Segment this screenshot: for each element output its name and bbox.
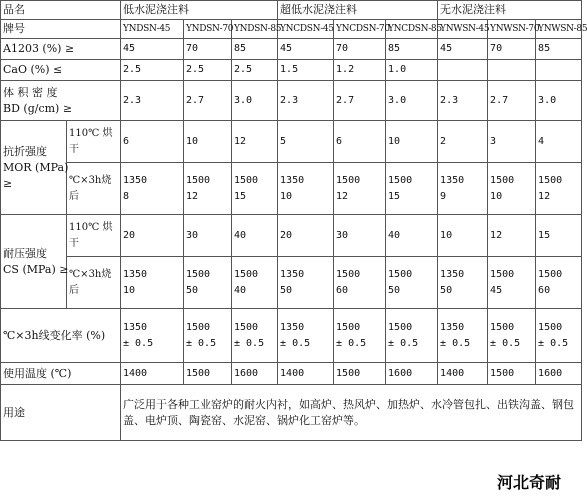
temp-value: 1500 (538, 268, 563, 280)
value-cell: 30 (184, 215, 232, 257)
density-label-bottom: BD (g/cm) ≥ (3, 101, 73, 115)
value-cell: 1400 (438, 363, 488, 385)
value-cell: 5 (278, 121, 334, 163)
density-label (1, 81, 121, 121)
value-cell (184, 309, 232, 363)
temp-value: 1500 (234, 321, 259, 333)
value-cell: 2 (438, 121, 488, 163)
value-cell: 1400 (278, 363, 334, 385)
temp-value: 1500 (538, 321, 563, 333)
value-cell: 70 (334, 39, 386, 60)
value-cell (438, 309, 488, 363)
mor-row-3h (1, 163, 582, 215)
tolerance: ± 0.5 (490, 337, 521, 349)
value-cell: 85 (536, 39, 582, 60)
cs-row-3h (1, 257, 582, 309)
value-cell (488, 309, 536, 363)
value-cell (536, 60, 582, 81)
value-cell (121, 257, 184, 309)
value: 8 (123, 190, 130, 202)
value-cell (278, 163, 334, 215)
value-cell: 1400 (121, 363, 184, 385)
value-cell: 4 (536, 121, 582, 163)
grade-cell: YNCDSN-70 (334, 20, 386, 39)
value-cell: 85 (386, 39, 438, 60)
tolerance: ± 0.5 (123, 337, 154, 349)
value-cell (386, 257, 438, 309)
linear-change-row (1, 309, 582, 363)
temp-value: 1500 (490, 268, 515, 280)
value-cell (278, 309, 334, 363)
value-cell (121, 309, 184, 363)
value: 50 (186, 284, 199, 296)
group-ultra-low-cement: 超低水泥浇注料 (278, 1, 438, 20)
value: 15 (234, 190, 247, 202)
grade-row (1, 20, 582, 39)
temp-value: 1500 (388, 321, 413, 333)
value-cell: 1500 (334, 363, 386, 385)
value-cell: 20 (278, 215, 334, 257)
linear-change-label: ℃×3h线变化率 (%) (1, 309, 121, 363)
name-header: 品名 (1, 1, 121, 20)
value: 45 (490, 284, 503, 296)
mor-label-bottom: MOR (MPa) (3, 160, 69, 174)
condition-3h: ℃×3h烧后 (67, 257, 121, 309)
density-label-top: 体 积 密 度 (3, 85, 58, 99)
tolerance: ± 0.5 (280, 337, 311, 349)
temp-value: 1350 (123, 268, 148, 280)
temp-value: 1350 (280, 268, 305, 280)
temp-value: 1500 (490, 174, 515, 186)
value-cell (536, 257, 582, 309)
value-cell: 20 (121, 215, 184, 257)
value: 50 (388, 284, 401, 296)
value-cell: 3 (488, 121, 536, 163)
value-cell: 6 (334, 121, 386, 163)
grade-cell: YNWSN-45 (438, 20, 488, 39)
grade-cell: YNWSN-85 (536, 20, 582, 39)
temp-value: 1500 (186, 321, 211, 333)
value-cell: 1500 (488, 363, 536, 385)
mor-label-top: 抗折强度 (3, 144, 47, 158)
grade-cell: YNDSN-85 (232, 20, 278, 39)
al2o3-label: A1203 (%) ≥ (1, 39, 121, 60)
mor-label-symbol: ≥ (3, 176, 13, 190)
value-cell (334, 257, 386, 309)
value-cell (536, 309, 582, 363)
value-cell: 6 (121, 121, 184, 163)
condition-110: 110℃ 烘干 (67, 121, 121, 163)
value-cell: 10 (386, 121, 438, 163)
value: 50 (440, 284, 453, 296)
temp-value: 1500 (388, 268, 413, 280)
value-cell: 70 (184, 39, 232, 60)
value: 10 (490, 190, 503, 202)
temp-value: 1500 (186, 174, 211, 186)
value-cell (278, 257, 334, 309)
temp-value: 1350 (440, 174, 465, 186)
value-cell: 1600 (536, 363, 582, 385)
service-temp-row (1, 363, 582, 385)
group-no-cement: 无水泥浇注料 (438, 1, 582, 20)
cao-row (1, 60, 582, 81)
value-cell (184, 257, 232, 309)
value-cell: 2.5 (121, 60, 184, 81)
value-cell (438, 60, 488, 81)
value-cell: 45 (121, 39, 184, 60)
temp-value: 1500 (490, 321, 515, 333)
temp-value: 1350 (123, 174, 148, 186)
value-cell: 12 (488, 215, 536, 257)
value: 12 (186, 190, 199, 202)
value-cell (184, 163, 232, 215)
temp-value: 1500 (234, 268, 259, 280)
value-cell: 2.7 (488, 81, 536, 121)
value-cell (438, 163, 488, 215)
value-cell: 12 (232, 121, 278, 163)
mor-row-110 (1, 121, 582, 163)
value-cell: 15 (536, 215, 582, 257)
header-row (1, 1, 582, 20)
value-cell: 1.5 (278, 60, 334, 81)
temp-value: 1350 (440, 268, 465, 280)
grade-cell: YNDSN-45 (121, 20, 184, 39)
condition-110: 110℃ 烘干 (67, 215, 121, 257)
grade-cell: YNCDSN-85 (386, 20, 438, 39)
value-cell (386, 309, 438, 363)
value-cell: 2.3 (438, 81, 488, 121)
usage-row (1, 385, 582, 441)
value-cell: 40 (232, 215, 278, 257)
value-cell: 1600 (386, 363, 438, 385)
value-cell: 1500 (184, 363, 232, 385)
group-low-cement: 低水泥浇注料 (121, 1, 278, 20)
tolerance: ± 0.5 (186, 337, 217, 349)
grade-cell: YNCDSN-45 (278, 20, 334, 39)
value-cell: 3.0 (232, 81, 278, 121)
tolerance: ± 0.5 (388, 337, 419, 349)
temp-value: 1500 (336, 174, 361, 186)
value-cell: 45 (438, 39, 488, 60)
value: 40 (234, 284, 247, 296)
tolerance: ± 0.5 (336, 337, 367, 349)
value-cell: 10 (184, 121, 232, 163)
value-cell (334, 163, 386, 215)
value: 50 (280, 284, 293, 296)
cs-label (1, 215, 67, 309)
temp-value: 1500 (388, 174, 413, 186)
service-temp-label: 使用温度 (℃) (1, 363, 121, 385)
usage-text: 广泛用于各种工业窑炉的耐火内衬，如高炉、热风炉、加热炉、水冷管包扎、出铁沟盖、钢包盖、电炉顶、陶瓷窑、水泥窑、锅炉化工窑炉等。 (121, 385, 582, 441)
value: 10 (123, 284, 136, 296)
temp-value: 1500 (538, 174, 563, 186)
mor-label (1, 121, 67, 215)
value-cell: 3.0 (536, 81, 582, 121)
grade-cell: YNWSN-70 (488, 20, 536, 39)
brand-mark: 河北奇耐 (497, 473, 562, 492)
value: 12 (336, 190, 349, 202)
value-cell: 2.5 (184, 60, 232, 81)
tolerance: ± 0.5 (234, 337, 265, 349)
value: 15 (388, 190, 401, 202)
value-cell: 85 (232, 39, 278, 60)
value-cell (232, 309, 278, 363)
value-cell: 70 (488, 39, 536, 60)
grade-cell: YNDSN-70 (184, 20, 232, 39)
value: 60 (336, 284, 349, 296)
grade-label: 牌号 (1, 20, 121, 39)
usage-label: 用途 (1, 385, 121, 441)
value-cell (488, 257, 536, 309)
density-row (1, 81, 582, 121)
value-cell (386, 163, 438, 215)
temp-value: 1500 (234, 174, 259, 186)
value-cell (121, 163, 184, 215)
value-cell: 2.7 (334, 81, 386, 121)
value-cell (438, 257, 488, 309)
cs-label-bottom: CS (MPa) ≥ (3, 262, 69, 276)
cs-row-110 (1, 215, 582, 257)
value-cell: 3.0 (386, 81, 438, 121)
value-cell: 40 (386, 215, 438, 257)
value-cell (232, 163, 278, 215)
value: 9 (440, 190, 447, 202)
cs-label-top: 耐压强度 (3, 246, 47, 260)
condition-3h: ℃×3h烧后 (67, 163, 121, 215)
cao-label: CaO (%) ≤ (1, 60, 121, 81)
value: 60 (538, 284, 551, 296)
temp-value: 1350 (280, 321, 305, 333)
temp-value: 1500 (336, 321, 361, 333)
tolerance: ± 0.5 (538, 337, 569, 349)
tolerance: ± 0.5 (440, 337, 471, 349)
value-cell: 10 (438, 215, 488, 257)
value: 10 (280, 190, 293, 202)
value-cell: 45 (278, 39, 334, 60)
value-cell: 30 (334, 215, 386, 257)
value-cell (488, 163, 536, 215)
value-cell (536, 163, 582, 215)
value-cell: 2.3 (121, 81, 184, 121)
al2o3-row (1, 39, 582, 60)
temp-value: 1350 (280, 174, 305, 186)
temp-value: 1500 (186, 268, 211, 280)
value-cell (488, 60, 536, 81)
value-cell: 2.5 (232, 60, 278, 81)
value: 12 (538, 190, 551, 202)
value-cell: 2.7 (184, 81, 232, 121)
temp-value: 1500 (336, 268, 361, 280)
temp-value: 1350 (440, 321, 465, 333)
value-cell: 2.3 (278, 81, 334, 121)
temp-value: 1350 (123, 321, 148, 333)
value-cell: 1.0 (386, 60, 438, 81)
value-cell: 1.2 (334, 60, 386, 81)
value-cell: 1600 (232, 363, 278, 385)
value-cell (334, 309, 386, 363)
value-cell (232, 257, 278, 309)
